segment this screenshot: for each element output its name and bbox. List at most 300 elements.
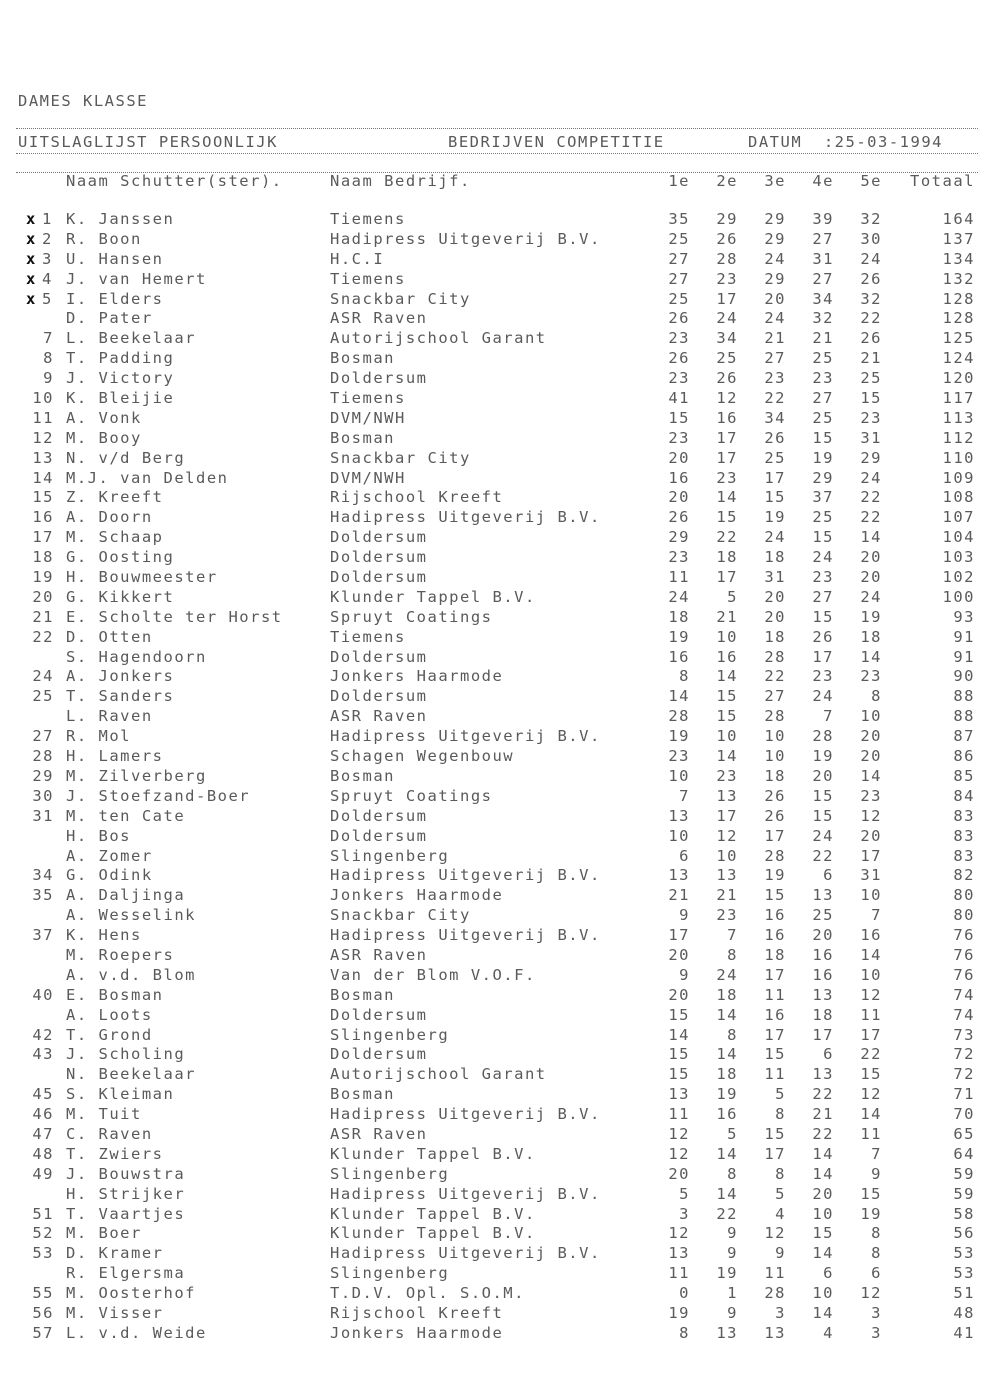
- row-score-4: 14: [812, 1164, 834, 1183]
- winner-mark: x: [26, 229, 37, 248]
- row-score-4: 23: [812, 568, 834, 587]
- table-row: [0, 429, 1000, 449]
- row-score-3: 28: [764, 707, 786, 726]
- row-score-4: 34: [812, 289, 834, 308]
- row-score-4: 19: [812, 747, 834, 766]
- row-score-4: 32: [812, 309, 834, 328]
- row-score-2: 17: [716, 568, 738, 587]
- row-score-3: 21: [764, 329, 786, 348]
- row-total: 56: [953, 1224, 975, 1243]
- row-score-1: 5: [679, 1184, 690, 1203]
- row-score-3: 26: [764, 786, 786, 805]
- row-score-1: 11: [668, 568, 690, 587]
- winner-mark: x: [26, 210, 37, 228]
- row-score-3: 18: [764, 627, 786, 646]
- row-shooter-name: N. Beekelaar: [66, 1065, 196, 1084]
- row-company: Hadipress Uitgeverij B.V.: [330, 1244, 601, 1263]
- row-company: Jonkers Haarmode: [330, 886, 504, 905]
- row-shooter-name: A. Vonk: [66, 408, 142, 427]
- row-score-2: 26: [716, 229, 738, 248]
- row-score-2: 14: [716, 1005, 738, 1024]
- row-score-5: 12: [860, 806, 882, 825]
- row-score-4: 26: [812, 627, 834, 646]
- row-score-3: 28: [764, 647, 786, 666]
- class-title: DAMES KLASSE: [18, 92, 148, 110]
- row-score-1: 23: [668, 548, 690, 567]
- row-score-3: 25: [764, 448, 786, 467]
- row-score-2: 14: [716, 488, 738, 507]
- row-score-4: 29: [812, 468, 834, 487]
- row-total: 112: [942, 428, 975, 447]
- row-score-2: 29: [716, 210, 738, 228]
- row-total: 109: [942, 468, 975, 487]
- row-rank: 46: [32, 1105, 54, 1124]
- document-header: [18, 133, 978, 153]
- row-score-1: 23: [668, 747, 690, 766]
- row-score-5: 23: [860, 667, 882, 686]
- row-score-5: 14: [860, 647, 882, 666]
- table-row: [0, 1284, 1000, 1304]
- row-score-4: 25: [812, 349, 834, 368]
- row-score-3: 10: [764, 747, 786, 766]
- row-score-3: 15: [764, 488, 786, 507]
- row-shooter-name: E. Bosman: [66, 985, 164, 1004]
- table-row: [0, 767, 1000, 787]
- row-company: Snackbar City: [330, 289, 471, 308]
- row-rank: 13: [32, 448, 54, 467]
- row-score-4: 39: [812, 210, 834, 228]
- row-shooter-name: H. Lamers: [66, 747, 164, 766]
- row-score-3: 20: [764, 587, 786, 606]
- row-score-3: 11: [764, 985, 786, 1004]
- row-score-1: 21: [668, 886, 690, 905]
- row-score-3: 17: [764, 965, 786, 984]
- row-score-4: 24: [812, 548, 834, 567]
- row-company: Doldersum: [330, 369, 428, 388]
- row-score-1: 41: [668, 389, 690, 408]
- row-rank: 55: [32, 1284, 54, 1303]
- row-company: Klunder Tappel B.V.: [330, 1144, 536, 1163]
- row-score-1: 26: [668, 349, 690, 368]
- row-score-3: 26: [764, 806, 786, 825]
- row-company: Hadipress Uitgeverij B.V.: [330, 229, 601, 248]
- row-score-1: 19: [668, 727, 690, 746]
- row-score-1: 15: [668, 1045, 690, 1064]
- row-score-5: 26: [860, 269, 882, 288]
- row-score-1: 20: [668, 945, 690, 964]
- row-company: Autorijschool Garant: [330, 329, 547, 348]
- row-score-4: 31: [812, 249, 834, 268]
- row-score-3: 22: [764, 667, 786, 686]
- datum-label: DATUM: [748, 133, 803, 151]
- row-company: Slingenberg: [330, 846, 450, 865]
- row-score-3: 23: [764, 369, 786, 388]
- row-company: Doldersum: [330, 1045, 428, 1064]
- row-rank: 4: [42, 269, 53, 288]
- row-total: 87: [953, 727, 975, 746]
- table-row: [0, 1045, 1000, 1065]
- row-score-2: 18: [716, 1065, 738, 1084]
- row-score-1: 15: [668, 1005, 690, 1024]
- row-total: 128: [942, 309, 975, 328]
- row-total: 76: [953, 926, 975, 945]
- row-score-2: 19: [716, 1085, 738, 1104]
- table-row: [0, 906, 1000, 926]
- row-company: Tiemens: [330, 269, 406, 288]
- row-score-3: 17: [764, 826, 786, 845]
- table-row: [0, 270, 1000, 290]
- row-score-3: 20: [764, 289, 786, 308]
- row-score-5: 31: [860, 428, 882, 447]
- row-score-4: 22: [812, 846, 834, 865]
- row-rank: 10: [32, 389, 54, 408]
- row-total: 64: [953, 1144, 975, 1163]
- column-headers: [0, 172, 1000, 192]
- row-score-3: 18: [764, 945, 786, 964]
- row-shooter-name: G. Kikkert: [66, 587, 175, 606]
- row-score-4: 16: [812, 965, 834, 984]
- row-score-2: 10: [716, 727, 738, 746]
- row-score-1: 28: [668, 707, 690, 726]
- row-score-2: 26: [716, 369, 738, 388]
- row-score-2: 15: [716, 508, 738, 527]
- row-shooter-name: K. Bleijie: [66, 389, 175, 408]
- list-title: UITSLAGLIJST PERSOONLIJK: [18, 133, 278, 151]
- row-score-1: 35: [668, 210, 690, 228]
- row-score-4: 17: [812, 1025, 834, 1044]
- row-total: 80: [953, 886, 975, 905]
- row-shooter-name: H. Bos: [66, 826, 131, 845]
- row-score-3: 4: [775, 1204, 786, 1223]
- row-score-3: 8: [775, 1164, 786, 1183]
- row-score-2: 18: [716, 548, 738, 567]
- row-total: 120: [942, 369, 975, 388]
- row-score-5: 19: [860, 1204, 882, 1223]
- row-score-3: 22: [764, 389, 786, 408]
- row-total: 86: [953, 747, 975, 766]
- row-score-3: 28: [764, 846, 786, 865]
- row-score-3: 9: [775, 1244, 786, 1263]
- row-rank: 2: [42, 229, 53, 248]
- row-score-5: 30: [860, 229, 882, 248]
- row-score-1: 20: [668, 1164, 690, 1183]
- row-shooter-name: I. Elders: [66, 289, 164, 308]
- row-company: Rijschool Kreeft: [330, 488, 504, 507]
- row-company: Rijschool Kreeft: [330, 1303, 504, 1322]
- row-score-1: 27: [668, 249, 690, 268]
- row-score-3: 16: [764, 926, 786, 945]
- row-score-4: 6: [823, 1264, 834, 1283]
- row-score-5: 12: [860, 985, 882, 1004]
- row-total: 65: [953, 1124, 975, 1143]
- row-score-5: 15: [860, 389, 882, 408]
- table-row: [0, 469, 1000, 489]
- row-total: 76: [953, 945, 975, 964]
- row-company: Bosman: [330, 349, 395, 368]
- row-score-4: 27: [812, 229, 834, 248]
- row-score-3: 5: [775, 1184, 786, 1203]
- table-row: [0, 707, 1000, 727]
- divider-header: [16, 153, 978, 154]
- row-score-3: 29: [764, 269, 786, 288]
- table-row: [0, 488, 1000, 508]
- row-rank: 18: [32, 548, 54, 567]
- row-score-4: 27: [812, 389, 834, 408]
- table-row: [0, 349, 1000, 369]
- row-score-3: 17: [764, 468, 786, 487]
- row-score-1: 17: [668, 926, 690, 945]
- row-shooter-name: L. Beekelaar: [66, 329, 196, 348]
- row-score-3: 17: [764, 1025, 786, 1044]
- col-header-r1: 1e: [668, 172, 690, 190]
- row-score-5: 20: [860, 826, 882, 845]
- row-total: 93: [953, 607, 975, 626]
- row-score-1: 25: [668, 229, 690, 248]
- table-row: [0, 986, 1000, 1006]
- row-score-2: 13: [716, 786, 738, 805]
- row-score-2: 9: [727, 1224, 738, 1243]
- row-score-1: 3: [679, 1204, 690, 1223]
- row-rank: 21: [32, 607, 54, 626]
- row-total: 124: [942, 349, 975, 368]
- row-shooter-name: T. Padding: [66, 349, 175, 368]
- row-score-5: 32: [860, 289, 882, 308]
- col-header-r4: 4e: [812, 172, 834, 190]
- row-shooter-name: S. Kleiman: [66, 1085, 175, 1104]
- row-score-5: 6: [871, 1264, 882, 1283]
- row-score-2: 10: [716, 846, 738, 865]
- row-score-4: 25: [812, 408, 834, 427]
- row-total: 73: [953, 1025, 975, 1044]
- table-row: [0, 667, 1000, 687]
- col-header-total: Totaal: [910, 172, 975, 190]
- row-shooter-name: M. Tuit: [66, 1105, 142, 1124]
- row-score-3: 11: [764, 1065, 786, 1084]
- row-company: Doldersum: [330, 647, 428, 666]
- row-score-4: 15: [812, 607, 834, 626]
- row-score-2: 8: [727, 1164, 738, 1183]
- row-score-1: 20: [668, 448, 690, 467]
- table-row: [0, 210, 1000, 230]
- row-rank: 43: [32, 1045, 54, 1064]
- row-total: 88: [953, 687, 975, 706]
- row-company: Tiemens: [330, 389, 406, 408]
- row-score-2: 17: [716, 428, 738, 447]
- table-row: [0, 409, 1000, 429]
- row-score-1: 13: [668, 1244, 690, 1263]
- table-row: [0, 727, 1000, 747]
- row-company: DVM/NWH: [330, 468, 406, 487]
- row-total: 74: [953, 1005, 975, 1024]
- row-rank: 17: [32, 528, 54, 547]
- row-score-5: 17: [860, 1025, 882, 1044]
- row-total: 128: [942, 289, 975, 308]
- row-score-2: 23: [716, 906, 738, 925]
- table-row: [0, 648, 1000, 668]
- table-row: [0, 568, 1000, 588]
- row-total: 72: [953, 1065, 975, 1084]
- row-score-4: 27: [812, 587, 834, 606]
- row-shooter-name: C. Raven: [66, 1124, 153, 1143]
- row-score-1: 8: [679, 667, 690, 686]
- row-score-3: 26: [764, 428, 786, 447]
- row-total: 80: [953, 906, 975, 925]
- row-shooter-name: D. Otten: [66, 627, 153, 646]
- row-company: T.D.V. Opl. S.O.M.: [330, 1284, 525, 1303]
- row-score-4: 27: [812, 269, 834, 288]
- row-rank: 7: [43, 329, 54, 348]
- row-rank: 14: [32, 468, 54, 487]
- row-shooter-name: T. Sanders: [66, 687, 175, 706]
- row-shooter-name: R. Boon: [66, 229, 142, 248]
- row-score-3: 15: [764, 1045, 786, 1064]
- row-score-4: 25: [812, 508, 834, 527]
- row-company: Doldersum: [330, 806, 428, 825]
- row-score-1: 18: [668, 607, 690, 626]
- col-header-company: Naam Bedrijf.: [330, 172, 471, 190]
- row-score-2: 24: [716, 965, 738, 984]
- row-company: Hadipress Uitgeverij B.V.: [330, 727, 601, 746]
- row-score-5: 20: [860, 747, 882, 766]
- row-score-4: 13: [812, 1065, 834, 1084]
- row-score-2: 12: [716, 389, 738, 408]
- row-score-1: 24: [668, 587, 690, 606]
- row-score-2: 13: [716, 1323, 738, 1342]
- row-total: 104: [942, 528, 975, 547]
- row-score-1: 8: [679, 1323, 690, 1342]
- row-shooter-name: M. Schaap: [66, 528, 164, 547]
- row-rank: 8: [43, 349, 54, 368]
- row-score-3: 19: [764, 508, 786, 527]
- row-company: Doldersum: [330, 826, 428, 845]
- winner-mark: x: [26, 269, 37, 288]
- row-shooter-name: J. Victory: [66, 369, 175, 388]
- row-score-2: 13: [716, 866, 738, 885]
- row-score-1: 26: [668, 508, 690, 527]
- row-shooter-name: D. Kramer: [66, 1244, 164, 1263]
- row-shooter-name: A. Loots: [66, 1005, 153, 1024]
- row-score-1: 23: [668, 329, 690, 348]
- row-shooter-name: G. Oosting: [66, 548, 175, 567]
- table-row: [0, 369, 1000, 389]
- row-score-3: 27: [764, 687, 786, 706]
- row-shooter-name: Z. Kreeft: [66, 488, 164, 507]
- row-score-3: 19: [764, 866, 786, 885]
- table-row: [0, 1224, 1000, 1244]
- row-score-2: 21: [716, 607, 738, 626]
- row-company: Doldersum: [330, 568, 428, 587]
- table-row: [0, 1165, 1000, 1185]
- row-score-5: 3: [871, 1303, 882, 1322]
- row-total: 83: [953, 826, 975, 845]
- row-score-5: 12: [860, 1085, 882, 1104]
- table-row: [0, 1324, 1000, 1344]
- row-score-2: 5: [727, 587, 738, 606]
- row-shooter-name: L. Raven: [66, 707, 153, 726]
- table-row: [0, 1006, 1000, 1026]
- row-shooter-name: G. Odink: [66, 866, 153, 885]
- table-row: [0, 250, 1000, 270]
- row-score-2: 28: [716, 249, 738, 268]
- col-header-r2: 2e: [716, 172, 738, 190]
- winner-mark: x: [26, 249, 37, 268]
- row-rank: 34: [32, 866, 54, 885]
- row-score-3: 28: [764, 1284, 786, 1303]
- row-score-2: 8: [727, 945, 738, 964]
- table-row: [0, 1244, 1000, 1264]
- row-score-4: 23: [812, 369, 834, 388]
- col-header-name: Naam Schutter(ster).: [66, 172, 283, 190]
- row-score-2: 5: [727, 1124, 738, 1143]
- row-score-4: 22: [812, 1085, 834, 1104]
- row-score-4: 14: [812, 1244, 834, 1263]
- row-score-5: 7: [871, 1144, 882, 1163]
- row-company: ASR Raven: [330, 945, 428, 964]
- row-total: 125: [942, 329, 975, 348]
- row-rank: 1: [42, 210, 53, 228]
- row-score-1: 14: [668, 687, 690, 706]
- table-row: [0, 866, 1000, 886]
- datum-field: [748, 133, 943, 151]
- table-row: [0, 528, 1000, 548]
- row-shooter-name: L. v.d. Weide: [66, 1323, 207, 1342]
- row-company: Bosman: [330, 985, 395, 1004]
- row-company: ASR Raven: [330, 707, 428, 726]
- row-score-2: 8: [727, 1025, 738, 1044]
- row-total: 48: [953, 1303, 975, 1322]
- row-score-1: 13: [668, 806, 690, 825]
- row-score-4: 19: [812, 448, 834, 467]
- row-score-4: 6: [823, 866, 834, 885]
- row-total: 58: [953, 1204, 975, 1223]
- row-company: Doldersum: [330, 687, 428, 706]
- row-total: 71: [953, 1085, 975, 1104]
- row-total: 117: [942, 389, 975, 408]
- row-shooter-name: J. van Hemert: [66, 269, 207, 288]
- row-total: 59: [953, 1164, 975, 1183]
- row-score-5: 19: [860, 607, 882, 626]
- row-score-5: 18: [860, 627, 882, 646]
- row-score-4: 10: [812, 1284, 834, 1303]
- row-score-5: 22: [860, 309, 882, 328]
- row-shooter-name: T. Grond: [66, 1025, 153, 1044]
- row-company: Klunder Tappel B.V.: [330, 1224, 536, 1243]
- row-score-4: 25: [812, 906, 834, 925]
- row-shooter-name: A. Daljinga: [66, 886, 186, 905]
- row-shooter-name: J. Scholing: [66, 1045, 186, 1064]
- row-shooter-name: T. Zwiers: [66, 1144, 164, 1163]
- row-rank: 3: [42, 249, 53, 268]
- row-score-2: 14: [716, 1184, 738, 1203]
- row-score-5: 26: [860, 329, 882, 348]
- row-score-1: 7: [679, 786, 690, 805]
- table-row: [0, 747, 1000, 767]
- table-row: [0, 1125, 1000, 1145]
- row-shooter-name: M. Oosterhof: [66, 1284, 196, 1303]
- row-company: Van der Blom V.O.F.: [330, 965, 536, 984]
- row-company: Slingenberg: [330, 1025, 450, 1044]
- row-score-3: 15: [764, 1124, 786, 1143]
- row-score-5: 9: [871, 1164, 882, 1183]
- row-shooter-name: J. Bouwstra: [66, 1164, 186, 1183]
- row-total: 59: [953, 1184, 975, 1203]
- table-row: [0, 628, 1000, 648]
- row-shooter-name: R. Mol: [66, 727, 131, 746]
- table-row: [0, 548, 1000, 568]
- row-score-3: 18: [764, 548, 786, 567]
- row-score-2: 14: [716, 747, 738, 766]
- row-company: Slingenberg: [330, 1164, 450, 1183]
